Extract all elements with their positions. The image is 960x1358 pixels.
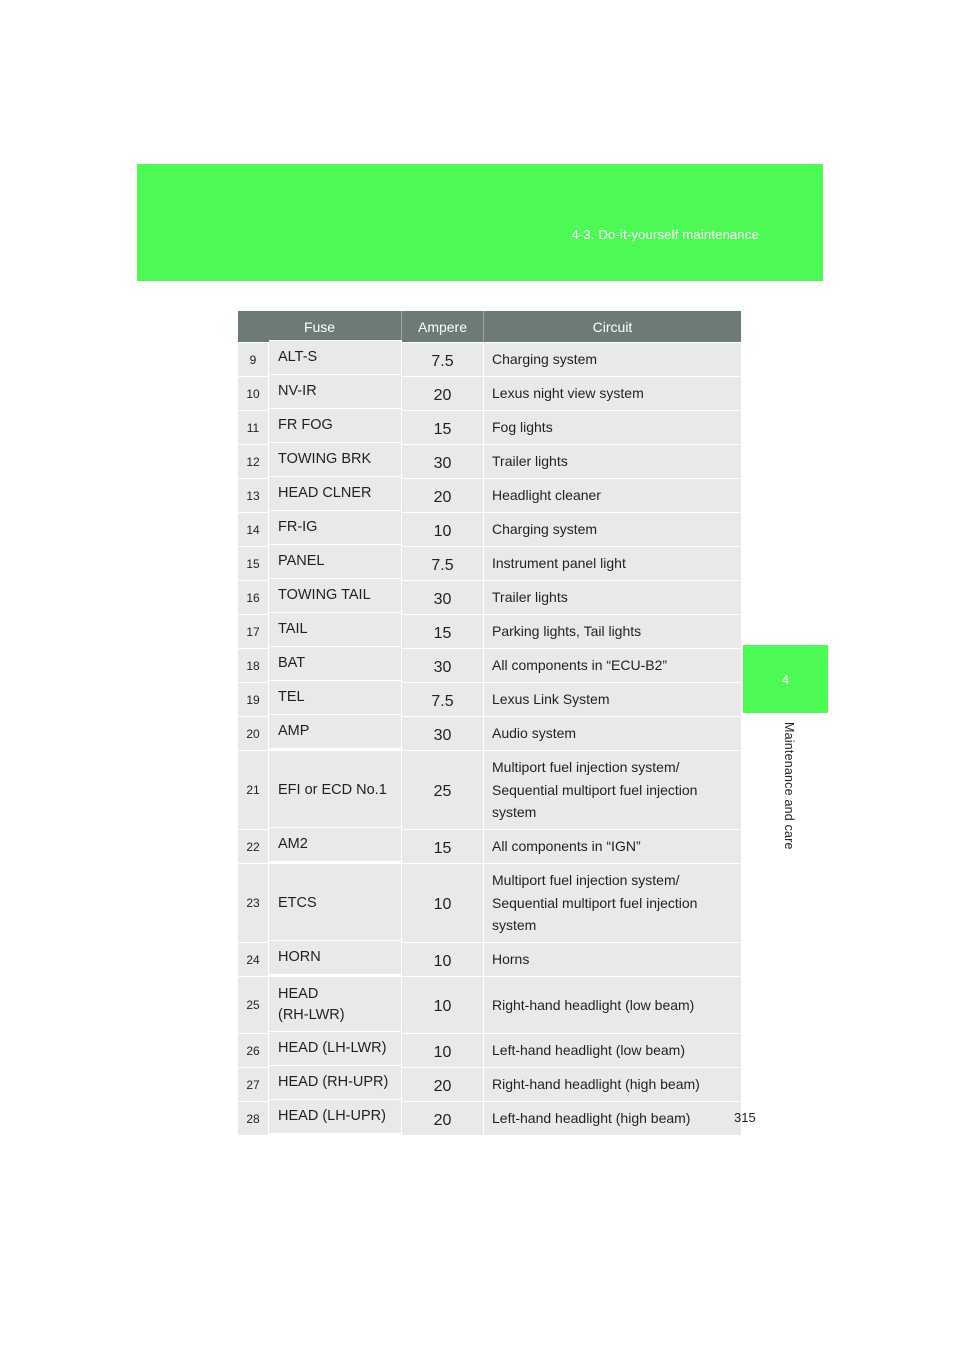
fuse-name xyxy=(269,863,402,942)
fuse-circuit xyxy=(484,1067,741,1101)
fuse-name xyxy=(269,750,402,829)
fuse-name-line: AMP xyxy=(278,723,310,739)
fuse-name-line: NV-IR xyxy=(278,383,317,399)
fuse-circuit xyxy=(484,342,741,376)
fuse-circuit-line: Headlight cleaner xyxy=(492,487,601,504)
fuse-ampere: 30 xyxy=(402,580,484,614)
fuse-circuit xyxy=(484,546,741,580)
fuse-circuit xyxy=(484,682,741,716)
fuse-circuit xyxy=(484,716,741,750)
fuse-circuit xyxy=(484,1033,741,1067)
fuse-circuit-line: Left-hand headlight (high beam) xyxy=(492,1110,691,1127)
fuse-number: 14 xyxy=(238,512,269,546)
fuse-circuit xyxy=(484,750,741,829)
fuse-number: 17 xyxy=(238,614,269,648)
table-row xyxy=(238,478,741,512)
fuse-number: 15 xyxy=(238,546,269,580)
fuse-name-line: TAIL xyxy=(278,621,308,637)
fuse-circuit-line: Sequential multiport fuel injection xyxy=(492,781,698,798)
fuse-number: 27 xyxy=(238,1067,269,1101)
fuse-name xyxy=(269,442,402,476)
section-title: 4-3. Do-it-yourself maintenance xyxy=(571,227,759,242)
fuse-circuit xyxy=(484,444,741,478)
fuse-name-line: HEAD CLNER xyxy=(278,485,372,501)
fuse-name xyxy=(269,408,402,442)
fuse-circuit-line: Multiport fuel injection system/ xyxy=(492,872,680,889)
fuse-name xyxy=(269,976,402,1033)
fuse-name-line: AM2 xyxy=(278,836,308,852)
table-row xyxy=(238,976,741,1033)
table-row xyxy=(238,863,741,942)
fuse-ampere: 30 xyxy=(402,444,484,478)
table-row xyxy=(238,750,741,829)
fuse-circuit-line: Instrument panel light xyxy=(492,555,626,572)
fuse-number: 18 xyxy=(238,648,269,682)
fuse-circuit-line: Charging system xyxy=(492,351,598,368)
table-row xyxy=(238,614,741,648)
fuse-ampere: 15 xyxy=(402,614,484,648)
fuse-name-line: TOWING TAIL xyxy=(278,587,371,603)
fuse-circuit-line: system xyxy=(492,917,537,934)
fuse-ampere: 30 xyxy=(402,648,484,682)
table-row xyxy=(238,410,741,444)
fuse-circuit-line: Charging system xyxy=(492,521,598,538)
table-row xyxy=(238,444,741,478)
table-row xyxy=(238,1067,741,1101)
fuse-number: 9 xyxy=(238,342,269,376)
fuse-circuit xyxy=(484,648,741,682)
table-row xyxy=(238,342,741,376)
fuse-ampere: 10 xyxy=(402,1033,484,1067)
fuse-circuit xyxy=(484,829,741,863)
fuse-circuit-line: Horns xyxy=(492,951,530,968)
header-fuse: Fuse xyxy=(238,311,402,342)
fuse-circuit xyxy=(484,863,741,942)
header-ampere: Ampere xyxy=(402,311,484,342)
fuse-circuit-line: Trailer lights xyxy=(492,453,568,470)
fuse-ampere: 10 xyxy=(402,942,484,976)
table-row xyxy=(238,580,741,614)
fuse-circuit xyxy=(484,376,741,410)
fuse-circuit xyxy=(484,976,741,1033)
fuse-ampere: 10 xyxy=(402,976,484,1033)
table-row xyxy=(238,512,741,546)
fuse-name-line: PANEL xyxy=(278,553,325,569)
fuse-number: 10 xyxy=(238,376,269,410)
fuse-ampere: 25 xyxy=(402,750,484,829)
table-row xyxy=(238,546,741,580)
table-row xyxy=(238,716,741,750)
fuse-name xyxy=(269,1099,402,1133)
table-row xyxy=(238,376,741,410)
fuse-ampere: 7.5 xyxy=(402,342,484,376)
fuse-name xyxy=(269,340,402,374)
fuse-number: 16 xyxy=(238,580,269,614)
fuse-circuit-line: Right-hand headlight (high beam) xyxy=(492,1076,700,1093)
table-row xyxy=(238,682,741,716)
header-band xyxy=(137,164,823,281)
fuse-number: 25 xyxy=(238,976,269,1033)
page-number: 315 xyxy=(734,1110,756,1125)
fuse-table xyxy=(238,311,741,1135)
fuse-ampere: 15 xyxy=(402,410,484,444)
fuse-number: 20 xyxy=(238,716,269,750)
fuse-ampere: 20 xyxy=(402,478,484,512)
fuse-table-body xyxy=(238,342,741,1135)
fuse-ampere: 20 xyxy=(402,376,484,410)
fuse-name xyxy=(269,646,402,680)
fuse-name-line: EFI or ECD No.1 xyxy=(278,781,387,798)
fuse-name-line: HEAD (LH-UPR) xyxy=(278,1108,386,1124)
fuse-circuit-line: system xyxy=(492,804,537,821)
fuse-name-line: BAT xyxy=(278,655,306,671)
fuse-circuit-line: Parking lights, Tail lights xyxy=(492,623,642,640)
fuse-name xyxy=(269,612,402,646)
fuse-name xyxy=(269,680,402,714)
fuse-number: 22 xyxy=(238,829,269,863)
fuse-circuit-line: Right-hand headlight (low beam) xyxy=(492,996,695,1013)
fuse-circuit xyxy=(484,512,741,546)
fuse-ampere: 10 xyxy=(402,512,484,546)
fuse-name-line: HEAD xyxy=(278,986,319,1002)
fuse-number: 13 xyxy=(238,478,269,512)
fuse-circuit xyxy=(484,410,741,444)
fuse-name-line: ETCS xyxy=(278,894,317,911)
fuse-name-line: FR-IG xyxy=(278,519,318,535)
table-header-row xyxy=(238,311,741,342)
fuse-name-line: HORN xyxy=(278,949,321,965)
fuse-ampere: 7.5 xyxy=(402,546,484,580)
fuse-circuit-line: All components in “IGN” xyxy=(492,838,641,855)
fuse-circuit xyxy=(484,942,741,976)
fuse-name-line: FR FOG xyxy=(278,417,333,433)
fuse-name-line: TOWING BRK xyxy=(278,451,372,467)
chapter-tab xyxy=(743,645,828,713)
fuse-number: 11 xyxy=(238,410,269,444)
table-row xyxy=(238,648,741,682)
fuse-name xyxy=(269,510,402,544)
fuse-ampere: 30 xyxy=(402,716,484,750)
chapter-number: 4 xyxy=(781,671,790,687)
fuse-number: 19 xyxy=(238,682,269,716)
fuse-circuit-line: Lexus night view system xyxy=(492,385,644,402)
fuse-circuit xyxy=(484,1101,741,1135)
fuse-name xyxy=(269,476,402,510)
fuse-name-line: HEAD (RH-UPR) xyxy=(278,1074,389,1090)
fuse-circuit xyxy=(484,580,741,614)
fuse-circuit-line: Lexus Link System xyxy=(492,691,610,708)
table-row xyxy=(238,1033,741,1067)
fuse-circuit-line: Audio system xyxy=(492,725,577,742)
fuse-number: 21 xyxy=(238,750,269,829)
fuse-name-line: HEAD (LH-LWR) xyxy=(278,1040,387,1056)
table-row xyxy=(238,942,741,976)
fuse-circuit-line: Sequential multiport fuel injection xyxy=(492,894,698,911)
fuse-circuit xyxy=(484,478,741,512)
fuse-number: 12 xyxy=(238,444,269,478)
fuse-name-line: ALT-S xyxy=(278,349,318,365)
header-circuit: Circuit xyxy=(484,311,741,342)
fuse-circuit-line: Fog lights xyxy=(492,419,553,436)
fuse-circuit-line: Trailer lights xyxy=(492,589,568,606)
fuse-ampere: 10 xyxy=(402,863,484,942)
fuse-number: 24 xyxy=(238,942,269,976)
fuse-name-line: (RH-LWR) xyxy=(278,1007,345,1023)
fuse-name xyxy=(269,714,402,748)
fuse-name xyxy=(269,1065,402,1099)
fuse-name xyxy=(269,374,402,408)
fuse-name-line: TEL xyxy=(278,689,305,705)
fuse-number: 26 xyxy=(238,1033,269,1067)
fuse-number: 28 xyxy=(238,1101,269,1135)
fuse-circuit-line: Multiport fuel injection system/ xyxy=(492,759,680,776)
fuse-ampere: 20 xyxy=(402,1101,484,1135)
fuse-name xyxy=(269,827,402,861)
fuse-circuit-line: Left-hand headlight (low beam) xyxy=(492,1042,686,1059)
fuse-number: 23 xyxy=(238,863,269,942)
chapter-label: Maintenance and care xyxy=(782,722,796,850)
fuse-circuit-line: All components in “ECU-B2” xyxy=(492,657,668,674)
fuse-ampere: 20 xyxy=(402,1067,484,1101)
fuse-name xyxy=(269,544,402,578)
fuse-name xyxy=(269,578,402,612)
table-row xyxy=(238,1101,741,1135)
fuse-ampere: 15 xyxy=(402,829,484,863)
table-row xyxy=(238,829,741,863)
fuse-name xyxy=(269,940,402,974)
fuse-ampere: 7.5 xyxy=(402,682,484,716)
fuse-circuit xyxy=(484,614,741,648)
fuse-name xyxy=(269,1031,402,1065)
